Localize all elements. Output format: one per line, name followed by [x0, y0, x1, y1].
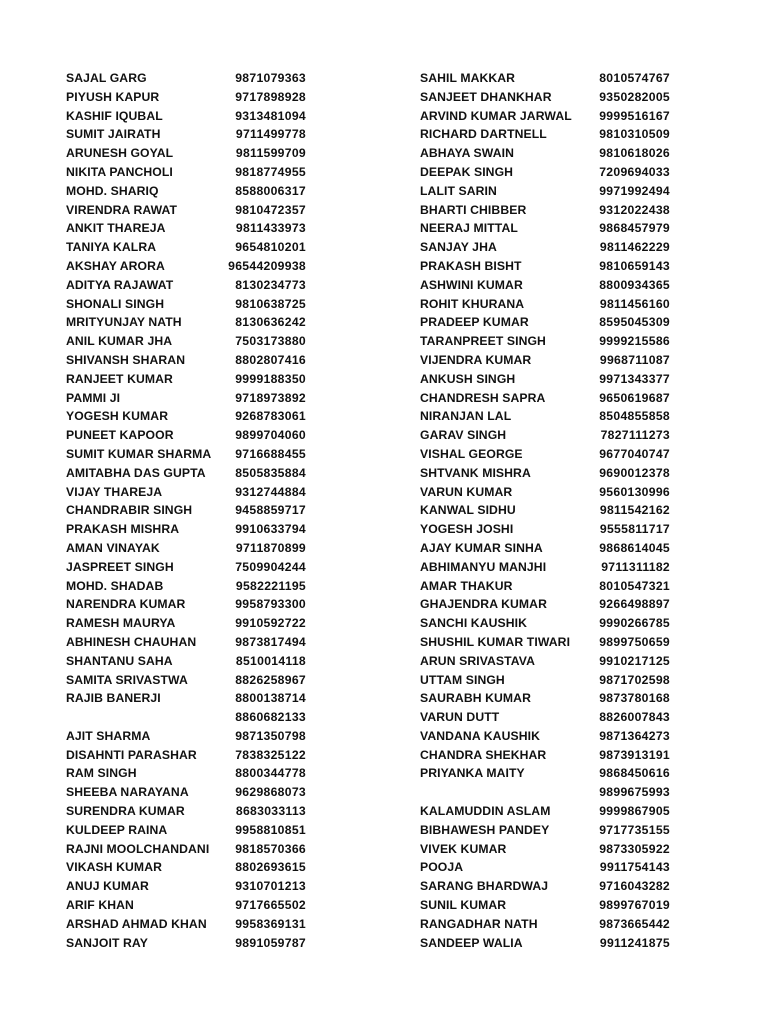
contact-name: YOGESH KUMAR [66, 409, 169, 424]
contact-row [66, 257, 306, 276]
contact-name: TANIYA KALRA [66, 240, 157, 255]
contact-row [66, 351, 306, 370]
contact-name: ABHAYA SWAIN [420, 146, 514, 161]
contact-phone: 7503173880 [235, 334, 306, 349]
contact-phone: 7838325122 [235, 747, 306, 762]
contact-name: VIKASH KUMAR [66, 860, 162, 875]
contact-phone: 9310701213 [235, 879, 306, 894]
contact-name: TARANPREET SINGH [420, 334, 546, 349]
contact-row [66, 896, 306, 915]
contact-row [420, 407, 670, 426]
contact-row [420, 238, 670, 257]
contact-row [420, 877, 670, 896]
contact-phone: 9711870899 [235, 540, 306, 555]
contact-row [66, 802, 306, 821]
contact-name: SARANG BHARDWAJ [420, 879, 549, 894]
contact-name: RANGADHAR NATH [420, 916, 538, 931]
contact-phone: 9899750659 [599, 634, 670, 649]
contact-name: SHANTANU SAHA [66, 653, 173, 668]
contact-row [66, 389, 306, 408]
contact-row [420, 69, 670, 88]
contact-phone: 8860682133 [235, 710, 306, 725]
contact-row [66, 182, 306, 201]
contact-row [66, 840, 306, 859]
contact-row [420, 858, 670, 877]
contact-row [66, 125, 306, 144]
contact-name: ANKIT THAREJA [66, 221, 166, 236]
contact-name: RAM SINGH [66, 766, 137, 781]
contact-phone: 8802693615 [235, 860, 306, 875]
contact-phone: 9971992494 [599, 183, 670, 198]
contact-name: CHANDRESH SAPRA [420, 390, 546, 405]
contact-name: AMITABHA DAS GUPTA [66, 465, 206, 480]
contact-phone: 9999188350 [235, 371, 306, 386]
contact-row [66, 877, 306, 896]
contact-row [420, 595, 670, 614]
contact-name: SAMITA SRIVASTWA [66, 672, 188, 687]
contact-name: PAMMI JI [66, 390, 121, 405]
contact-name: ARVIND KUMAR JARWAL [420, 108, 572, 123]
contact-phone: 8800138714 [235, 691, 306, 706]
contact-phone: 9990266785 [599, 616, 670, 631]
contact-name: SHIVANSH SHARAN [66, 352, 186, 367]
contact-list-left-column [66, 69, 306, 952]
contact-phone: 9650619687 [599, 390, 670, 405]
contact-phone: 8010574767 [599, 71, 670, 85]
contact-row [420, 483, 670, 502]
contact-phone: 9999215586 [599, 334, 670, 349]
contact-phone: 9873665442 [599, 916, 670, 931]
contact-name: CHANDRABIR SINGH [66, 503, 193, 518]
contact-phone: 9999516167 [599, 108, 670, 123]
contact-name: VANDANA KAUSHIK [420, 728, 540, 743]
contact-phone: 9910633794 [235, 522, 306, 537]
contact-row [420, 821, 670, 840]
contact-phone: 8130636242 [235, 315, 306, 330]
contact-phone: 9873305922 [599, 841, 670, 856]
contact-name: SANJOIT RAY [66, 935, 148, 950]
contact-phone: 9910592722 [235, 616, 306, 631]
contact-row [420, 501, 670, 520]
contact-name: POOJA [420, 860, 464, 875]
contact-phone: 9717665502 [235, 898, 306, 913]
contact-name: CHANDRA SHEKHAR [420, 747, 547, 762]
contact-name: SHONALI SINGH [66, 296, 165, 311]
contact-phone: 9717735155 [599, 822, 670, 837]
contact-phone: 9818774955 [235, 164, 306, 179]
contact-name: MOHD. SHADAB [66, 578, 164, 593]
contact-row [420, 671, 670, 690]
contact-name: GARAV SINGH [420, 428, 507, 443]
contact-row [66, 201, 306, 220]
contact-name: NARENDRA KUMAR [66, 597, 186, 612]
contact-phone: 9677040747 [599, 446, 670, 461]
contact-row [420, 539, 670, 558]
contact-name: SURENDRA KUMAR [66, 804, 185, 819]
contact-phone: 9911241875 [599, 935, 670, 950]
contact-phone: 7209694033 [599, 164, 670, 179]
contact-name: VARUN KUMAR [420, 484, 513, 499]
contact-name: ANUJ KUMAR [66, 879, 149, 894]
contact-row [420, 464, 670, 483]
contact-phone: 8010547321 [599, 578, 670, 593]
contact-name: ARUNESH GOYAL [66, 146, 174, 161]
contact-name: ANIL KUMAR JHA [66, 334, 173, 349]
contact-row [66, 464, 306, 483]
contact-phone: 8505835884 [235, 465, 306, 480]
contact-phone: 8504855858 [599, 409, 670, 424]
contact-phone: 9629868073 [235, 785, 306, 800]
contact-phone: 9266498897 [599, 597, 670, 612]
contact-row [420, 614, 670, 633]
contact-name: SAHIL MAKKAR [420, 71, 516, 85]
contact-row [66, 783, 306, 802]
contact-row [420, 746, 670, 765]
contact-name: KANWAL SIDHU [420, 503, 516, 518]
contact-row [420, 313, 670, 332]
contact-phone: 8800344778 [235, 766, 306, 781]
contact-phone: 9811462229 [599, 240, 670, 255]
contact-phone: 9810310509 [599, 127, 670, 142]
contact-name: SAJAL GARG [66, 71, 147, 85]
contact-row [66, 915, 306, 934]
contact-row [66, 107, 306, 126]
contact-row [66, 69, 306, 88]
contact-row [66, 407, 306, 426]
contact-name: UTTAM SINGH [420, 672, 505, 687]
contact-name: SANCHI KAUSHIK [420, 616, 528, 631]
contact-name: VIVEK KUMAR [420, 841, 507, 856]
contact-name: LALIT SARIN [420, 183, 497, 198]
contact-row [420, 783, 670, 802]
contact-phone: 9910217125 [599, 653, 670, 668]
contact-name: AMAR THAKUR [420, 578, 513, 593]
contact-phone: 9871364273 [599, 728, 670, 743]
contact-name: AKSHAY ARORA [66, 258, 165, 273]
contact-row [66, 88, 306, 107]
contact-phone: 9268783061 [235, 409, 306, 424]
contact-row [420, 934, 670, 953]
contact-phone: 9871702598 [599, 672, 670, 687]
contact-phone: 8588006317 [235, 183, 306, 198]
contact-phone: 9711311182 [601, 559, 670, 574]
contact-row [420, 107, 670, 126]
contact-name: AJAY KUMAR SINHA [420, 540, 543, 555]
contact-row [420, 182, 670, 201]
contact-name: SUMIT KUMAR SHARMA [66, 446, 212, 461]
contact-row [420, 652, 670, 671]
contact-phone: 9811542162 [599, 503, 670, 518]
contact-row [66, 558, 306, 577]
contact-name: MRITYUNJAY NATH [66, 315, 182, 330]
contact-name: PRIYANKA MAITY [420, 766, 525, 781]
contact-phone: 9873817494 [235, 634, 306, 649]
contact-name: DISAHNTI PARASHAR [66, 747, 197, 762]
contact-phone: 9958793300 [235, 597, 306, 612]
contact-name: SAURABH KUMAR [420, 691, 531, 706]
contact-name: SHUSHIL KUMAR TIWARI [420, 634, 571, 649]
contact-name: ROHIT KHURANA [420, 296, 525, 311]
contact-name: BHARTI CHIBBER [420, 202, 527, 217]
contact-row [66, 577, 306, 596]
contact-phone: 9868614045 [599, 540, 670, 555]
contact-phone: 8683033113 [235, 804, 306, 819]
contact-phone: 9811599709 [235, 146, 306, 161]
contact-row [66, 238, 306, 257]
contact-phone: 9810618026 [599, 146, 670, 161]
contact-row [420, 558, 670, 577]
contact-phone: 9911754143 [599, 860, 670, 875]
contact-row [66, 614, 306, 633]
contact-row [420, 163, 670, 182]
contact-row [420, 577, 670, 596]
contact-row [66, 746, 306, 765]
contact-row [66, 501, 306, 520]
contact-row [420, 276, 670, 295]
contact-row [66, 445, 306, 464]
contact-name: VARUN DUTT [420, 710, 500, 725]
contact-name: ABHINESH CHAUHAN [66, 634, 197, 649]
contact-phone: 9971343377 [599, 371, 670, 386]
contact-name: KULDEEP RAINA [66, 822, 168, 837]
contact-row [66, 163, 306, 182]
contact-phone: 8826007843 [599, 710, 670, 725]
contact-phone: 9891059787 [235, 935, 306, 950]
contact-row [66, 858, 306, 877]
contact-phone: 9312744884 [235, 484, 306, 499]
contact-phone: 9718973892 [235, 390, 306, 405]
contact-row [66, 633, 306, 652]
contact-name: RICHARD DARTNELL [420, 127, 547, 142]
contact-name: VIRENDRA RAWAT [66, 202, 178, 217]
contact-row [66, 219, 306, 238]
contact-row [420, 708, 670, 727]
contact-phone: 9968711087 [599, 352, 670, 367]
contact-phone: 9555811717 [599, 522, 670, 537]
contact-phone: 96544209938 [228, 258, 306, 273]
contact-name: GHAJENDRA KUMAR [420, 597, 547, 612]
contact-name: NIKITA PANCHOLI [66, 164, 173, 179]
contact-name: KASHIF IQUBAL [66, 108, 163, 123]
contact-name: PRADEEP KUMAR [420, 315, 529, 330]
contact-name: RAJNI MOOLCHANDANI [66, 841, 210, 856]
contact-row [66, 144, 306, 163]
contact-name: SANDEEP WALIA [420, 935, 523, 950]
contact-name: SHTVANK MISHRA [420, 465, 531, 480]
contact-phone: 8595045309 [599, 315, 670, 330]
contact-row [420, 201, 670, 220]
contact-name: RAJIB BANERJI [66, 691, 161, 706]
contact-row [420, 257, 670, 276]
contact-row [66, 520, 306, 539]
contact-phone: 9717898928 [235, 89, 306, 104]
contact-name: ARIF KHAN [66, 898, 134, 913]
contact-phone: 9716688455 [235, 446, 306, 461]
contact-name: PUNEET KAPOOR [66, 428, 174, 443]
contact-name: SUNIL KUMAR [420, 898, 507, 913]
contact-row [66, 727, 306, 746]
contact-row [420, 915, 670, 934]
contact-row [420, 332, 670, 351]
contact-name: VIJAY THAREJA [66, 484, 163, 499]
contact-phone: 9312022438 [599, 202, 670, 217]
contact-row [420, 88, 670, 107]
contact-name: RANJEET KUMAR [66, 371, 173, 386]
contact-phone: 9899704060 [235, 428, 306, 443]
contact-name: PRAKASH MISHRA [66, 522, 180, 537]
contact-row [66, 934, 306, 953]
contact-row [66, 370, 306, 389]
contact-row [66, 426, 306, 445]
contact-row [420, 802, 670, 821]
contact-row [66, 595, 306, 614]
contact-phone: 9811456160 [599, 296, 670, 311]
contact-name: ARUN SRIVASTAVA [420, 653, 536, 668]
contact-name: VIJENDRA KUMAR [420, 352, 532, 367]
contact-row [420, 125, 670, 144]
contact-phone: 9811433973 [235, 221, 306, 236]
contact-row [420, 727, 670, 746]
contact-name: SUMIT JAIRATH [66, 127, 161, 142]
contact-name: VISHAL GEORGE [420, 446, 523, 461]
contact-row [66, 764, 306, 783]
contact-phone: 9582221195 [235, 578, 306, 593]
contact-list-right-column [420, 69, 670, 952]
contact-phone: 9313481094 [235, 108, 306, 123]
contact-name: BIBHAWESH PANDEY [420, 822, 550, 837]
contact-name: SANJAY JHA [420, 240, 497, 255]
contact-phone: 8800934365 [599, 277, 670, 292]
contact-name: ANKUSH SINGH [420, 371, 516, 386]
contact-phone: 8510014118 [235, 653, 306, 668]
contact-row [66, 821, 306, 840]
contact-name: YOGESH JOSHI [420, 522, 514, 537]
contact-phone: 7827111273 [600, 428, 670, 443]
contact-row [66, 276, 306, 295]
contact-name: PRAKASH BISHT [420, 258, 522, 273]
contact-row [66, 671, 306, 690]
contact-phone: 9810659143 [599, 258, 670, 273]
contact-phone: 9560130996 [599, 484, 670, 499]
contact-phone: 8802807416 [235, 352, 306, 367]
contact-name: JASPREET SINGH [66, 559, 174, 574]
contact-row [420, 219, 670, 238]
contact-row [420, 840, 670, 859]
contact-row [420, 389, 670, 408]
contact-row [420, 351, 670, 370]
contact-name: AJIT SHARMA [66, 728, 151, 743]
contact-phone: 9899675993 [599, 785, 670, 800]
contact-name: KALAMUDDIN ASLAM [420, 804, 551, 819]
contact-name: ASHWINI KUMAR [420, 277, 523, 292]
contact-name: RAMESH MAURYA [66, 616, 176, 631]
contact-phone: 9871079363 [235, 71, 306, 85]
contact-row [420, 764, 670, 783]
contact-row [66, 483, 306, 502]
contact-phone: 9690012378 [599, 465, 670, 480]
contact-name: DEEPAK SINGH [420, 164, 514, 179]
contact-row [420, 520, 670, 539]
contact-row [66, 539, 306, 558]
contact-phone: 9873913191 [599, 747, 670, 762]
contact-row [66, 689, 306, 708]
contact-phone: 8130234773 [235, 277, 306, 292]
contact-phone: 8826258967 [235, 672, 306, 687]
contact-phone: 9716043282 [599, 879, 670, 894]
contact-row [420, 144, 670, 163]
contact-row [66, 652, 306, 671]
contact-phone: 9350282005 [599, 89, 670, 104]
contact-phone: 9458859717 [235, 503, 306, 518]
contact-phone: 9868457979 [599, 221, 670, 236]
contact-row [420, 370, 670, 389]
contact-row [66, 313, 306, 332]
contact-phone: 9810638725 [235, 296, 306, 311]
contact-name: AMAN VINAYAK [66, 540, 160, 555]
contact-name: ARSHAD AHMAD KHAN [66, 916, 207, 931]
contact-row [420, 426, 670, 445]
contact-row [66, 332, 306, 351]
contact-phone: 9711499778 [235, 127, 306, 142]
contact-phone: 9654810201 [235, 240, 306, 255]
contact-name: PIYUSH KAPUR [66, 89, 160, 104]
contact-row [66, 708, 306, 727]
contact-phone: 9871350798 [235, 728, 306, 743]
contact-phone: 9873780168 [599, 691, 670, 706]
contact-name: SHEEBA NARAYANA [66, 785, 189, 800]
contact-row [420, 896, 670, 915]
contact-phone: 7509904244 [235, 559, 306, 574]
contact-name: ADITYA RAJAWAT [66, 277, 174, 292]
contact-phone: 9818570366 [235, 841, 306, 856]
contact-phone: 9999867905 [599, 804, 670, 819]
contact-name: NIRANJAN LAL [420, 409, 512, 424]
contact-phone: 9958810851 [235, 822, 306, 837]
contact-name: NEERAJ MITTAL [420, 221, 518, 236]
contact-row [420, 295, 670, 314]
contact-phone: 9899767019 [599, 898, 670, 913]
contact-row [420, 445, 670, 464]
contact-name: SANJEET DHANKHAR [420, 89, 552, 104]
contact-row [420, 689, 670, 708]
contact-name: MOHD. SHARIQ [66, 183, 159, 198]
contact-row [420, 633, 670, 652]
contact-phone: 9810472357 [235, 202, 306, 217]
contact-phone: 9958369131 [235, 916, 306, 931]
contact-name: ABHIMANYU MANJHI [420, 559, 547, 574]
contact-row [66, 295, 306, 314]
contact-phone: 9868450616 [599, 766, 670, 781]
